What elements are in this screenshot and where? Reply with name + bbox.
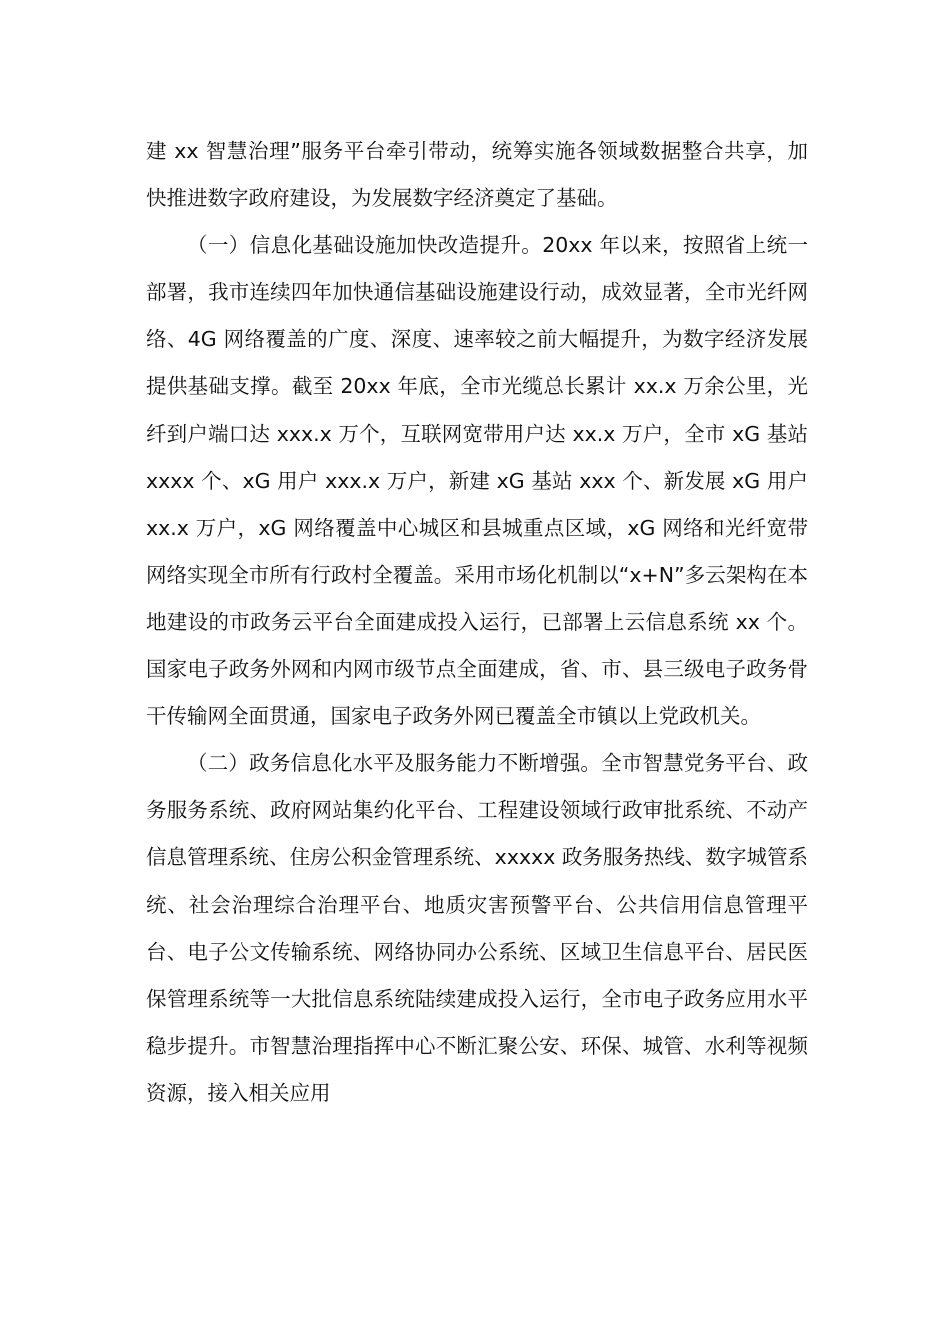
paragraph-continuation: 建 xx 智慧治理”服务平台牵引带动，统筹实施各领域数据整合共享，加快推进数字政府建设，为发展数字经济奠定了基础。 bbox=[146, 139, 808, 211]
paragraph-e-government: （二）政务信息化水平及服务能力不断增强。全市智慧党务平台、政务服务系统、政府网站集约化平台、工程建设领域行政审批系统、不动产信息管理系统、住房公积金管理系统、xxxxx 政务服务热线、数字城管系统、社会治理综合治理平台、地质灾害预警平台、公共信用信息管理平台、电子公文传输系统、网络协同办公系统、区域卫生信息平台、居民医保管理系统等一大批信息系统陆续建成投入运行，全市电子政务应用水平稳步提升。市智慧治理指挥中心不断汇聚公安、环保、城管、水利等视频资源，接入相关应用 bbox=[146, 751, 808, 1105]
document-body bbox=[146, 128, 808, 1117]
paragraph-infrastructure: （一）信息化基础设施加快改造提升。20xx 年以来，按照省上统一部署，我市连续四年加快通信基础设施建设行动，成效显著，全市光纤网络、4G 网络覆盖的广度、深度、速率较之前大幅提升，为数字经济发展提供基础支撑。截至 20xx 年底，全市光缆总长累计 xx.x 万余公里，光纤到户端口达 xxx.x 万个，互联网宽带用户达 xx.x 万户，全市 xG 基站 xxxx 个、xG 用户 xxx.x 万户，新建 xG 基站 xxx 个、新发展 xG 用户 xx.x 万户，xG 网络覆盖中心城区和县城重点区域，xG 网络和光纤宽带网络实现全市所有行政村全覆盖。采用市场化机制以“x+N”多云架构在本地建设的市政务云平台全面建成投入运行，已部署上云信息系统 xx 个。国家电子政务外网和内网市级节点全面建成，省、市、县三级电子政务骨干传输网全面贯通，国家电子政务外网已覆盖全市镇以上党政机关。 bbox=[146, 233, 808, 729]
